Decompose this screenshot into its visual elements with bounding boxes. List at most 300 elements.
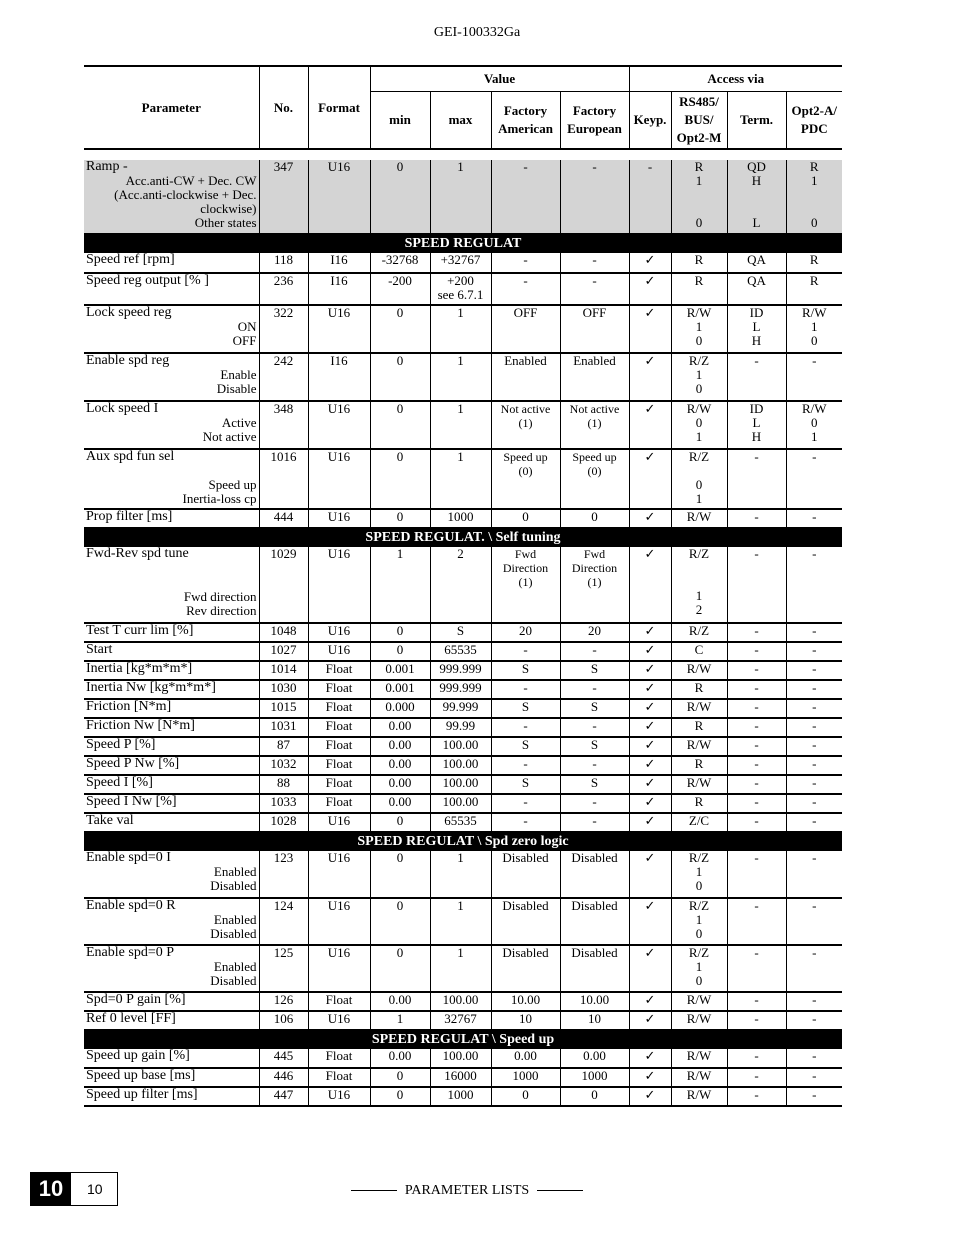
- param-opt2a: -: [786, 661, 842, 680]
- param-factory-american: 10.00: [491, 992, 560, 1011]
- check-icon: ✓: [629, 1068, 671, 1087]
- default-code: (1): [518, 416, 533, 430]
- header-factory-american: Factory American: [491, 92, 560, 150]
- table-row: [84, 794, 842, 813]
- param-factory-european: 0: [560, 509, 629, 528]
- access-code: 0: [695, 415, 703, 430]
- table-row: [84, 509, 842, 528]
- param-no: 236: [259, 273, 308, 305]
- access-code: 1: [695, 491, 703, 506]
- param-name: Speed reg output [% ]: [84, 273, 259, 305]
- param-state: Rev direction: [186, 603, 257, 618]
- param-rs485: R/Z: [671, 623, 727, 642]
- table-row: [84, 992, 842, 1011]
- param-opt2a: -: [786, 1049, 842, 1068]
- param-opt2a: -: [786, 737, 842, 756]
- access-code: 1: [695, 319, 703, 334]
- param-no: 322: [259, 305, 308, 353]
- param-rs485: [671, 401, 727, 449]
- param-format: U16: [308, 898, 370, 945]
- page-number: 10: [31, 1173, 71, 1205]
- param-min: 0: [370, 305, 430, 353]
- param-terminal: -: [727, 661, 786, 680]
- param-state: Inertia-loss cp: [182, 491, 257, 506]
- param-state: Enabled: [213, 912, 257, 927]
- check-icon: ✓: [629, 992, 671, 1011]
- table-row: [84, 273, 842, 305]
- param-name: Ramp -: [86, 159, 128, 174]
- param-max: 99.999: [430, 699, 491, 718]
- param-terminal: -: [727, 945, 786, 992]
- param-terminal: -: [727, 1068, 786, 1087]
- access-code: 1: [695, 429, 703, 444]
- access-code: R/Z: [688, 546, 710, 561]
- footer-label: PARAMETER LISTS: [404, 1183, 530, 1198]
- param-no: 1027: [259, 642, 308, 661]
- table-row: [84, 661, 842, 680]
- param-factory-european: -: [560, 160, 629, 234]
- table-row: [84, 305, 842, 353]
- param-factory-european: -: [560, 718, 629, 737]
- param-no: 1030: [259, 680, 308, 699]
- param-min: 0: [370, 898, 430, 945]
- access-code: 1: [811, 319, 818, 334]
- param-state: Disabled: [210, 973, 257, 988]
- access-code: 1: [811, 173, 818, 188]
- check-icon: ✓: [629, 898, 671, 945]
- access-code: 0: [695, 381, 703, 396]
- table-row: [84, 401, 842, 449]
- param-name: Enable spd=0 I: [86, 850, 171, 865]
- param-rs485: R: [671, 680, 727, 699]
- access-code: 0: [811, 215, 818, 230]
- max-value: +200: [447, 273, 474, 288]
- param-format: U16: [308, 160, 370, 234]
- param-no: 1029: [259, 547, 308, 623]
- param-rs485: R/W: [671, 992, 727, 1011]
- section-heading: SPEED REGULAT. \ Self tuning: [84, 528, 842, 547]
- param-factory-american: 0: [491, 509, 560, 528]
- table-row: [84, 1068, 842, 1087]
- param-state: Enabled: [213, 864, 257, 879]
- param-min: 0.00: [370, 794, 430, 813]
- param-no: 242: [259, 353, 308, 401]
- header-parameter: Parameter: [84, 66, 259, 149]
- access-code: R/W: [686, 401, 712, 416]
- param-terminal: -: [727, 449, 786, 509]
- param-rs485: Z/C: [671, 813, 727, 832]
- default-value: Not active: [500, 402, 551, 416]
- header-min: min: [370, 92, 430, 150]
- check-icon: ✓: [629, 813, 671, 832]
- header-rs485: RS485/ BUS/ Opt2-M: [671, 92, 727, 150]
- param-opt2a: -: [786, 699, 842, 718]
- default-value: Direction: [571, 561, 618, 575]
- param-state: Speed up: [208, 477, 257, 492]
- param-opt2a: -: [786, 449, 842, 509]
- param-opt2a: R: [786, 253, 842, 273]
- param-name: Speed P [%]: [84, 737, 259, 756]
- param-name: Inertia [kg*m*m*]: [84, 661, 259, 680]
- param-no: 88: [259, 775, 308, 794]
- param-name: Speed up gain [%]: [84, 1049, 259, 1068]
- access-code: 1: [695, 912, 703, 927]
- param-terminal: -: [727, 547, 786, 623]
- param-opt2a: [786, 160, 842, 234]
- param-factory-european: Disabled: [560, 898, 629, 945]
- param-format: Float: [308, 1049, 370, 1068]
- param-opt2a: -: [786, 547, 842, 623]
- access-code: 2: [695, 602, 703, 617]
- param-terminal: -: [727, 851, 786, 898]
- param-opt2a: -: [786, 775, 842, 794]
- param-name: Enable spd=0 R: [86, 898, 176, 913]
- param-opt2a: -: [786, 1087, 842, 1106]
- param-rs485: R/W: [671, 1049, 727, 1068]
- param-terminal: -: [727, 718, 786, 737]
- param-opt2a: -: [786, 945, 842, 992]
- param-factory-european: -: [560, 253, 629, 273]
- table-row: [84, 1087, 842, 1106]
- access-code: L: [752, 319, 761, 334]
- section-heading: SPEED REGULAT \ Speed up: [84, 1030, 842, 1049]
- param-factory-american: [491, 401, 560, 449]
- param-opt2a: -: [786, 1068, 842, 1087]
- param-factory-american: [491, 449, 560, 509]
- check-icon: ✓: [629, 253, 671, 273]
- param-terminal: -: [727, 642, 786, 661]
- access-code: ID: [749, 401, 764, 416]
- param-rs485: C: [671, 642, 727, 661]
- table-row: [84, 813, 842, 832]
- access-code: 1: [695, 959, 703, 974]
- param-opt2a: -: [786, 1011, 842, 1030]
- param-terminal: QA: [727, 253, 786, 273]
- param-no: 1033: [259, 794, 308, 813]
- param-state: Other states: [194, 215, 257, 230]
- param-max: 1: [430, 945, 491, 992]
- default-code: (0): [587, 464, 602, 478]
- param-max: [430, 273, 491, 305]
- header-factory-european: Factory European: [560, 92, 629, 150]
- param-terminal: -: [727, 1011, 786, 1030]
- param-max: 1000: [430, 509, 491, 528]
- access-code: 0: [695, 973, 703, 988]
- access-code: 0: [695, 333, 703, 348]
- access-code: L: [752, 215, 761, 230]
- check-icon: ✓: [629, 794, 671, 813]
- param-format: U16: [308, 642, 370, 661]
- param-factory-european: 0.00: [560, 1049, 629, 1068]
- check-icon: ✓: [629, 737, 671, 756]
- param-factory-european: 10.00: [560, 992, 629, 1011]
- access-code: 0: [695, 215, 703, 230]
- check-icon: ✓: [629, 775, 671, 794]
- param-state: Acc.anti-CW + Dec. CW: [125, 173, 257, 188]
- param-min: 0.00: [370, 992, 430, 1011]
- table-row: [84, 253, 842, 273]
- param-factory-american: -: [491, 680, 560, 699]
- check-icon: ✓: [629, 1049, 671, 1068]
- param-no: 1028: [259, 813, 308, 832]
- param-max: 65535: [430, 642, 491, 661]
- param-rs485: R/W: [671, 737, 727, 756]
- access-code: 1: [811, 429, 818, 444]
- param-min: 0.001: [370, 680, 430, 699]
- param-terminal: -: [727, 992, 786, 1011]
- param-opt2a: -: [786, 851, 842, 898]
- param-state: Enable: [220, 367, 257, 382]
- param-factory-european: 1000: [560, 1068, 629, 1087]
- param-terminal: -: [727, 1049, 786, 1068]
- param-factory-american: 0.00: [491, 1049, 560, 1068]
- header-keypad: Keyp.: [629, 92, 671, 150]
- table-row: [84, 945, 842, 992]
- access-code: 0: [811, 333, 818, 348]
- check-icon: ✓: [629, 353, 671, 401]
- param-factory-european: [560, 401, 629, 449]
- table-row: [84, 898, 842, 945]
- param-opt2a: -: [786, 623, 842, 642]
- access-code: 1: [695, 367, 703, 382]
- table-row: [84, 775, 842, 794]
- param-name: Inertia Nw [kg*m*m*]: [84, 680, 259, 699]
- param-min: 0.00: [370, 718, 430, 737]
- param-factory-american: -: [491, 160, 560, 234]
- param-terminal: -: [727, 756, 786, 775]
- param-opt2a: -: [786, 992, 842, 1011]
- param-no: 347: [259, 160, 308, 234]
- param-name: Prop filter [ms]: [84, 509, 259, 528]
- default-value: Speed up: [572, 450, 617, 464]
- param-rs485: R/W: [671, 509, 727, 528]
- param-no: 1031: [259, 718, 308, 737]
- access-code: H: [751, 429, 762, 444]
- param-max: 1: [430, 851, 491, 898]
- table-row: [84, 1011, 842, 1030]
- param-name: Lock speed I: [86, 401, 159, 416]
- check-icon: ✓: [629, 547, 671, 623]
- param-name: Speed up base [ms]: [84, 1068, 259, 1087]
- param-min: 0: [370, 353, 430, 401]
- param-rs485: R: [671, 253, 727, 273]
- access-code: L: [752, 415, 761, 430]
- access-code: QD: [747, 159, 766, 174]
- access-code: R/W: [686, 305, 712, 320]
- default-value: Direction: [502, 561, 549, 575]
- param-factory-american: [491, 547, 560, 623]
- default-value: Fwd: [583, 547, 606, 561]
- param-min: 0: [370, 1068, 430, 1087]
- param-format: Float: [308, 680, 370, 699]
- param-min: 0.001: [370, 661, 430, 680]
- access-code: 0: [695, 926, 703, 941]
- param-name: Enable spd=0 P: [86, 945, 174, 960]
- param-rs485: R/W: [671, 661, 727, 680]
- param-factory-american: 1000: [491, 1068, 560, 1087]
- param-no: 106: [259, 1011, 308, 1030]
- param-state: ON: [237, 319, 257, 334]
- table-row: [84, 547, 842, 623]
- param-terminal: -: [727, 1087, 786, 1106]
- param-factory-european: S: [560, 775, 629, 794]
- footer: [342, 1183, 592, 1199]
- access-code: ID: [749, 305, 764, 320]
- param-state: Active: [221, 415, 257, 430]
- access-code: 1: [695, 864, 703, 879]
- check-icon: ✓: [629, 718, 671, 737]
- param-rs485: [671, 547, 727, 623]
- header-terminal: Term.: [727, 92, 786, 150]
- param-min: 0: [370, 642, 430, 661]
- check-icon: ✓: [629, 756, 671, 775]
- param-min: -200: [370, 273, 430, 305]
- access-code: 0: [811, 415, 818, 430]
- param-terminal: -: [727, 813, 786, 832]
- param-name: Start: [84, 642, 259, 661]
- param-keypad: -: [629, 160, 671, 234]
- header-access-via: Access via: [629, 66, 842, 92]
- param-max: 100.00: [430, 794, 491, 813]
- check-icon: ✓: [629, 623, 671, 642]
- header-max: max: [430, 92, 491, 150]
- param-name: Test T curr lim [%]: [84, 623, 259, 642]
- param-max: 999.999: [430, 680, 491, 699]
- param-format: U16: [308, 305, 370, 353]
- header-opt2a: Opt2-A/ PDC: [786, 92, 842, 150]
- param-rs485: [671, 898, 727, 945]
- param-no: 348: [259, 401, 308, 449]
- param-state: clockwise): [200, 201, 257, 216]
- param-format: U16: [308, 945, 370, 992]
- param-factory-american: Disabled: [491, 898, 560, 945]
- param-min: 0.00: [370, 756, 430, 775]
- param-opt2a: R: [786, 273, 842, 305]
- access-code: R/Z: [688, 945, 710, 960]
- document-id: GEI-100332Ga: [433, 25, 521, 40]
- param-max: 99.99: [430, 718, 491, 737]
- param-min: 0: [370, 401, 430, 449]
- check-icon: ✓: [629, 680, 671, 699]
- param-name: Speed ref [rpm]: [84, 253, 259, 273]
- param-factory-american: OFF: [491, 305, 560, 353]
- table-row: [84, 642, 842, 661]
- default-value: Speed up: [503, 450, 548, 464]
- param-factory-american: -: [491, 794, 560, 813]
- param-format: Float: [308, 699, 370, 718]
- param-terminal: [727, 401, 786, 449]
- access-code: R/Z: [688, 353, 710, 368]
- param-min: 0.00: [370, 1049, 430, 1068]
- param-rs485: R/W: [671, 775, 727, 794]
- table-row-ramp: [84, 160, 842, 234]
- param-factory-european: Disabled: [560, 945, 629, 992]
- access-code: 0: [695, 477, 703, 492]
- param-max: 16000: [430, 1068, 491, 1087]
- parameter-table: [84, 65, 842, 1107]
- param-min: 0: [370, 945, 430, 992]
- param-terminal: -: [727, 699, 786, 718]
- param-state: Fwd direction: [183, 589, 257, 604]
- param-factory-american: S: [491, 699, 560, 718]
- param-name: Lock speed reg: [86, 305, 172, 320]
- param-no: 446: [259, 1068, 308, 1087]
- param-max: 1: [430, 160, 491, 234]
- table-row: [84, 680, 842, 699]
- page-number-small: 10: [87, 1181, 103, 1197]
- check-icon: ✓: [629, 945, 671, 992]
- param-name: Speed up filter [ms]: [84, 1087, 259, 1106]
- param-opt2a: [786, 401, 842, 449]
- header-format: Format: [308, 66, 370, 149]
- param-no: 126: [259, 992, 308, 1011]
- param-factory-european: 20: [560, 623, 629, 642]
- param-max: 100.00: [430, 756, 491, 775]
- param-rs485: [671, 160, 727, 234]
- table-row: [84, 1049, 842, 1068]
- default-code: (0): [518, 464, 533, 478]
- param-name: Spd=0 P gain [%]: [84, 992, 259, 1011]
- param-factory-european: S: [560, 661, 629, 680]
- param-factory-european: Disabled: [560, 851, 629, 898]
- access-code: 1: [695, 173, 703, 188]
- param-min: 0.00: [370, 775, 430, 794]
- param-name: Friction Nw [N*m]: [84, 718, 259, 737]
- param-no: 118: [259, 253, 308, 273]
- param-max: 65535: [430, 813, 491, 832]
- param-max: 100.00: [430, 737, 491, 756]
- param-format: I16: [308, 353, 370, 401]
- max-note: see 6.7.1: [437, 287, 484, 302]
- param-factory-american: -: [491, 253, 560, 273]
- param-min: 0: [370, 813, 430, 832]
- access-code: R/Z: [688, 898, 710, 913]
- param-rs485: R: [671, 756, 727, 775]
- param-terminal: QA: [727, 273, 786, 305]
- param-name: Take val: [84, 813, 259, 832]
- param-rs485: [671, 353, 727, 401]
- param-format: U16: [308, 401, 370, 449]
- param-rs485: [671, 449, 727, 509]
- table-row: [84, 737, 842, 756]
- param-no: 447: [259, 1087, 308, 1106]
- header-value: Value: [370, 66, 629, 92]
- param-factory-american: Disabled: [491, 851, 560, 898]
- param-no: 1015: [259, 699, 308, 718]
- param-no: 444: [259, 509, 308, 528]
- table-row: [84, 699, 842, 718]
- table-row: [84, 718, 842, 737]
- param-no: 87: [259, 737, 308, 756]
- param-max: 1: [430, 305, 491, 353]
- param-factory-european: S: [560, 699, 629, 718]
- param-max: 1: [430, 449, 491, 509]
- param-opt2a: -: [786, 353, 842, 401]
- param-factory-american: Disabled: [491, 945, 560, 992]
- param-name: Speed I [%]: [84, 775, 259, 794]
- param-factory-european: [560, 449, 629, 509]
- param-format: Float: [308, 737, 370, 756]
- param-max: 1: [430, 898, 491, 945]
- param-state: Enabled: [213, 959, 257, 974]
- param-terminal: -: [727, 898, 786, 945]
- param-format: Float: [308, 756, 370, 775]
- check-icon: ✓: [629, 509, 671, 528]
- param-max: 100.00: [430, 992, 491, 1011]
- access-code: R: [809, 159, 819, 174]
- param-no: 125: [259, 945, 308, 992]
- table-row: [84, 756, 842, 775]
